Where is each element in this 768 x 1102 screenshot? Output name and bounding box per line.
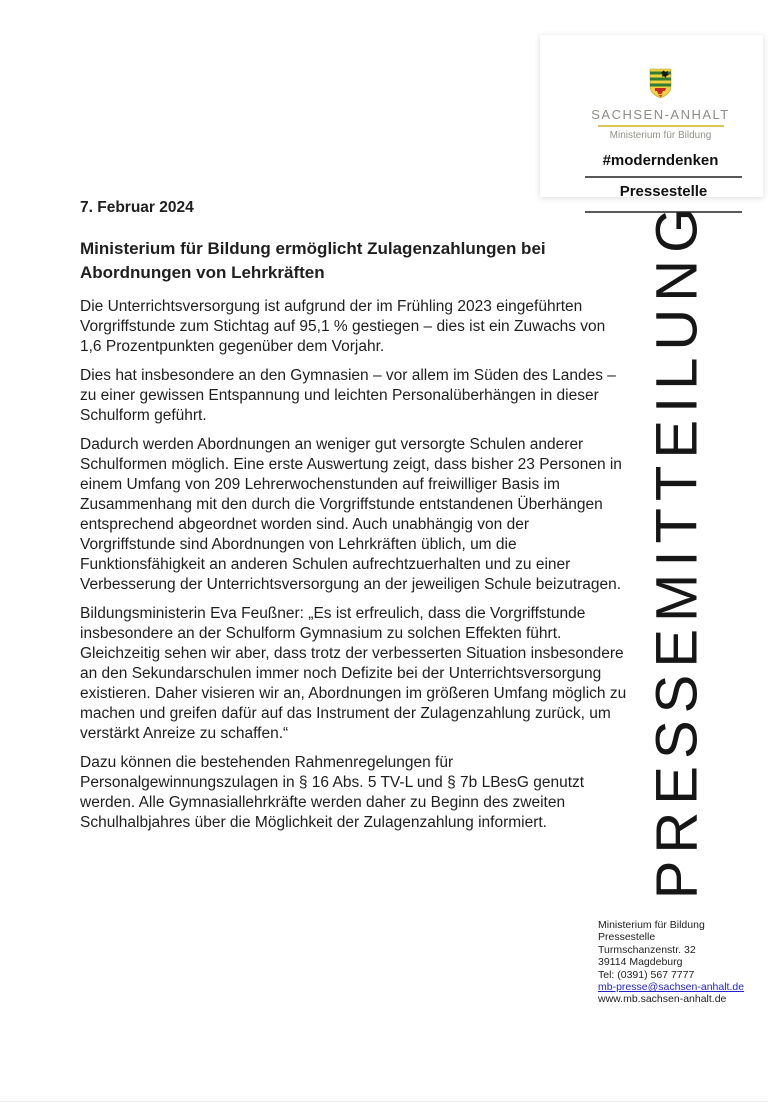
ministry-logo-card [540,35,763,197]
paragraph: Dies hat insbesondere an den Gymnasien – vor allem im Süden des Landes – zu einer gewissen Entspannung und leichten Personalüberhängen in dieser Schulform geführt. [80,367,616,424]
header-divider-top [585,176,742,178]
ministry-name: Ministerium für Bildung [609,130,712,141]
contact-line: Ministerium für Bildung [598,919,705,931]
paragraph: Dadurch werden Abordnungen an weniger gut versorgte Schulen anderer Schulformen möglich. Eine erste Auswertung zeigt, dass bisher 23 Personen in einem Umfang von 209 Lehrerwochenstunden auf freiwilliger Basis im Zusammenhang mit den durch die Vorgriffstunde entstandenen Überhängen entsprechend abgeordnet worden sind. Auch unabhängig von der Vorgriffstunde sind Abordnungen von Lehrkräften üblich, um die Funktionsfähigkeit an anderen Schulen aufrechtzuerhalten und zu einer Verbesserung der Unterrichtsversorgung an der jeweiligen Schule beizutragen. [80,436,622,593]
pressemitteilung-vertical-label: PRESSEMITTEILUNG [644,200,710,900]
ministry-website: www.mb.sachsen-anhalt.de [598,993,727,1006]
brand-accent-rule [598,125,724,127]
state-name: SACHSEN-ANHALT [591,107,730,122]
contact-lines [598,919,763,981]
sachsen-anhalt-coat-of-arms-icon [649,68,672,99]
contact-line: Turmschanzenstr. 32 [598,943,696,956]
contact-line: Tel: (0391) 567 7777 [598,968,695,981]
paragraph: Die Unterrichtsversorgung ist aufgrund der im Frühling 2023 eingeführten Vorgriffstunde zum Stichtag auf 95,1 % gestiegen – dies ist ein Zuwachs von 1,6 Prozentpunkten gegenüber dem Vorjahr. [80,298,606,355]
press-release-title: Ministerium für Bildung ermöglicht Zulagenzahlungen bei Abordnungen von Lehrkräften [80,239,546,282]
ministry-logo [558,35,763,169]
press-office-label: Pressestelle [619,183,708,200]
contact-block [598,919,763,1006]
release-date: 7. Februar 2024 [80,199,194,216]
contact-line: Pressestelle [598,931,656,944]
body-paragraphs [80,297,628,842]
contact-line: 39114 Magdeburg [598,956,683,969]
brand-slogan: #moderndenken [602,152,719,169]
press-email-link[interactable]: mb-presse@sachsen-anhalt.de [598,981,745,994]
paragraph: Bildungsministerin Eva Feußner: „Es ist erfreulich, dass die Vorgriffstunde insbesondere an der Schulform Gymnasium zu solchen Effekten führt. Gleichzeitig sehen wir aber, dass trotz der verbesserten Situation insbesondere an den Sekundarschulen immer noch Defizite bei der Unterrichtsversorgung existieren. Daher visieren wir an, Abordnungen im größeren Umfang möglich zu machen und greifen dafür auf das Instrument der Zulagenzahlung zurück, um verstärkt Anreize zu schaffen.“ [80,605,627,742]
paragraph: Dazu können die bestehenden Rahmenregelungen für Personalgewinnungszulagen in § 16 Abs. 5 TV-L und § 7b LBesG genutzt werden. Alle Gymnasiallehrkräfte werden daher zu Beginn des zweiten Schulhalbjahres über die Möglichkeit der Zulagenzahlung informiert. [80,754,585,831]
